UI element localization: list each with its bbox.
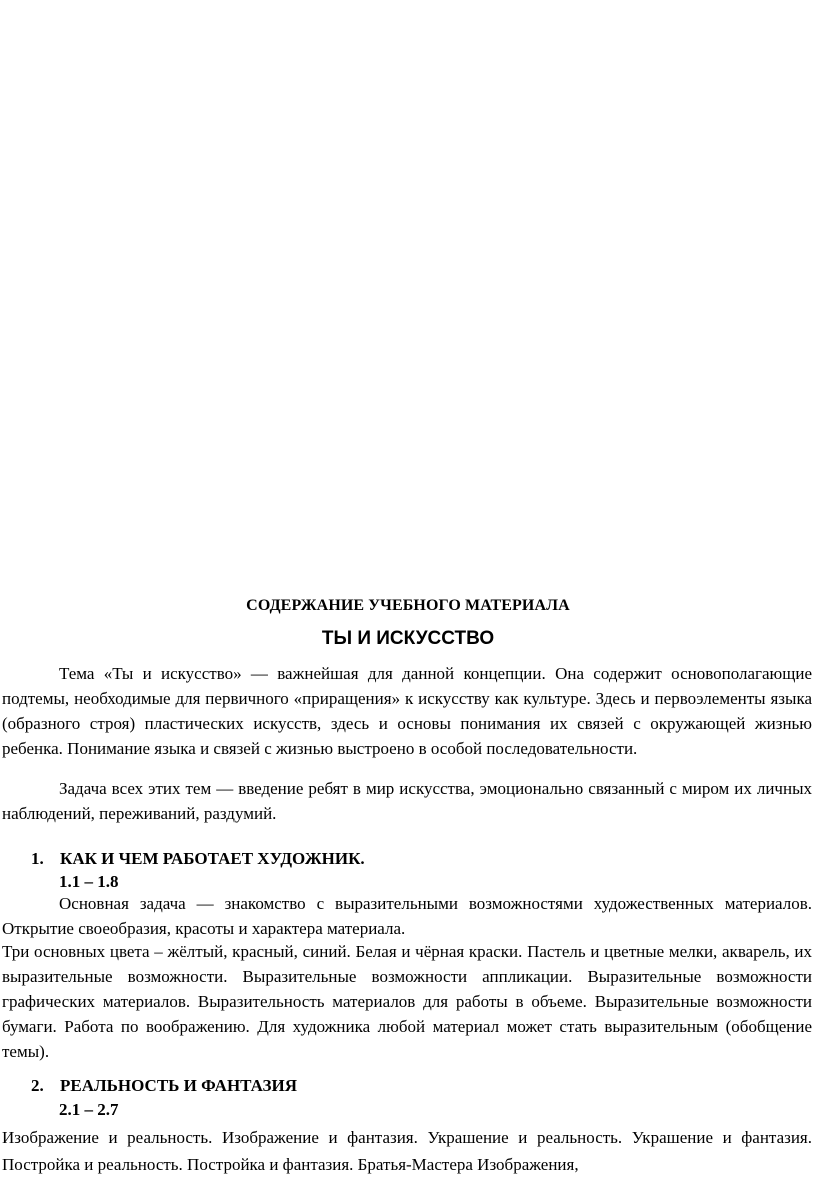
section-title: РЕАЛЬНОСТЬ И ФАНТАЗИЯ xyxy=(60,1076,297,1095)
intro-paragraph: Задача всех этих тем — введение ребят в мир искусства, эмоционально связанный с миром их личных наблюдений, переживаний, раздумий. xyxy=(2,779,812,823)
section-paragraph: Основная задача — знакомство с выразительными возможностями художественных материалов. Открытие своеобразия, красоты и характера материала. xyxy=(2,894,812,938)
section-heading xyxy=(31,1075,297,1097)
section-paragraph: Три основных цвета – жёлтый, красный, синий. Белая и чёрная краски. Пастель и цветные мелки, акварель, их выразительные возможности. Выразительные возможности аппликации. Выразительные возможности графических материалов. Выразительность материалов для работы в объеме. Выразительные возможности бумаги. Работа по воображению. Для художника любой материал может стать выразительным (обобщение темы). xyxy=(2,942,812,1061)
section-title: КАК И ЧЕМ РАБОТАЕТ ХУДОЖНИК. xyxy=(60,849,365,868)
section-number: 1. xyxy=(31,849,44,868)
intro-paragraph: Тема «Ты и искусство» — важнейшая для данной концепции. Она содержит основополагающие подтемы, необходимые для первичного «приращения» к искусству как культуре. Здесь и первоэлементы языка (образного строя) пластических искусств, здесь и основы понимания их связей с окружающей жизнью ребенка. Понимание языка и связей с жизнью выстроено в особой последовательности. xyxy=(2,664,812,758)
document-subtitle: ТЫ И ИСКУССТВО xyxy=(321,628,495,649)
section-range: 2.1 – 2.7 xyxy=(59,1100,119,1119)
section-number: 2. xyxy=(31,1076,44,1095)
document-title: СОДЕРЖАНИЕ УЧЕБНОГО МАТЕРИАЛА xyxy=(246,597,570,614)
section-paragraph: Изображение и реальность. Изображение и фантазия. Украшение и реальность. Украшение и фантазия. Постройка и реальность. Постройка и фантазия. Братья-Мастера Изображения, xyxy=(2,1128,812,1174)
section-heading xyxy=(31,848,365,870)
section-range: 1.1 – 1.8 xyxy=(59,872,119,891)
